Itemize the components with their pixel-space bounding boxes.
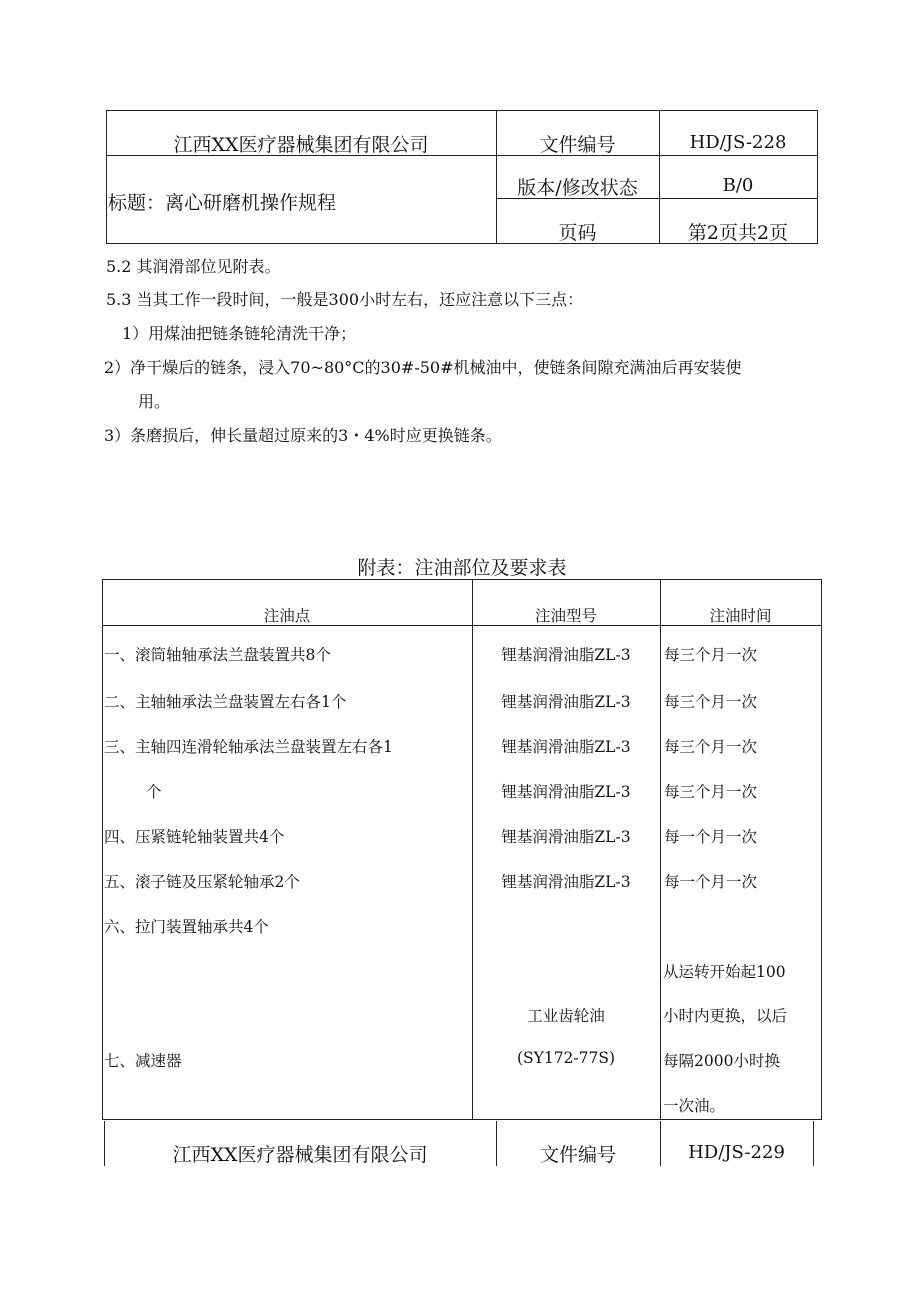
doc-no-label: 文件编号 bbox=[539, 134, 616, 156]
next-doc-no-label: 文件编号 bbox=[539, 1144, 616, 1166]
column-header-point: 注油点 bbox=[263, 607, 311, 625]
page-value: 第2页共2页 bbox=[687, 222, 789, 244]
appendix-border-top bbox=[102, 579, 822, 580]
appendix-title: 附表：注油部位及要求表 bbox=[357, 557, 567, 579]
body-line-item-1: 1）用煤油把链条链轮清洗干净； bbox=[122, 324, 357, 343]
reducer-time-line3: 每隔2000小时换 bbox=[663, 1052, 780, 1070]
reducer-point: 七、减速器 bbox=[104, 1052, 182, 1070]
next-header-border-right bbox=[813, 1121, 814, 1166]
row-point: 二、主轴轴承法兰盘装置左右各1个 bbox=[104, 693, 347, 711]
company-name: 江西XX医疗器械集团有限公司 bbox=[173, 134, 429, 156]
row-type: 锂基润滑油脂ZL-3 bbox=[501, 783, 631, 801]
reducer-type-line2: (SY172-77S) bbox=[516, 1049, 616, 1067]
row-point: 四、压紧链轮轴装置共4个 bbox=[104, 828, 285, 846]
next-company-name: 江西XX医疗器械集团有限公司 bbox=[172, 1144, 428, 1166]
document-title: 标题：离心研磨机操作规程 bbox=[108, 192, 337, 214]
column-header-time: 注油时间 bbox=[709, 607, 772, 625]
body-line-item-3: 3）条磨损后，伸长量超过原来的3・4%时应更换链条。 bbox=[104, 426, 502, 445]
row-time: 每一个月一次 bbox=[664, 828, 758, 846]
header-border-top bbox=[106, 110, 818, 111]
row-point: 三、主轴四连滑轮轴承法兰盘装置左右各1 bbox=[104, 738, 393, 756]
row-type: 锂基润滑油脂ZL-3 bbox=[501, 873, 631, 891]
row-type: 锂基润滑油脂ZL-3 bbox=[501, 646, 631, 664]
column-header-type: 注油型号 bbox=[534, 607, 597, 625]
appendix-border-col2 bbox=[660, 579, 661, 1120]
reducer-time-line2: 小时内更换，以后 bbox=[663, 1007, 788, 1025]
appendix-border-left bbox=[102, 579, 103, 1120]
doc-no-value: HD/JS-228 bbox=[689, 132, 787, 153]
row-type: 锂基润滑油脂ZL-3 bbox=[501, 738, 631, 756]
version-value: B/0 bbox=[722, 175, 754, 196]
row-point: 一、滚筒轴轴承法兰盘装置共8个 bbox=[104, 646, 331, 664]
row-time: 每一个月一次 bbox=[664, 873, 758, 891]
row-point: 个 bbox=[146, 783, 162, 801]
body-line-item-2: 2）净干燥后的链条，浸入70~80°C的30#-50#机械油中，使链条间隙充满油后再安装使 bbox=[104, 358, 742, 377]
appendix-border-right bbox=[821, 579, 822, 1120]
version-label: 版本/修改状态 bbox=[517, 177, 638, 199]
row-point: 六、拉门装置轴承共4个 bbox=[104, 918, 269, 936]
body-line-5-3: 5.3 当其工作一段时间，一般是300小时左右，还应注意以下三点： bbox=[106, 290, 584, 309]
page-label: 页码 bbox=[558, 222, 597, 244]
reducer-type-line1: 工业齿轮油 bbox=[527, 1007, 605, 1025]
appendix-border-bottom bbox=[102, 1119, 822, 1120]
row-type: 锂基润滑油脂ZL-3 bbox=[501, 693, 631, 711]
row-time: 每三个月一次 bbox=[664, 693, 758, 711]
header-border-right bbox=[817, 110, 818, 244]
reducer-time-line4: 一次油。 bbox=[663, 1097, 726, 1115]
body-line-item-2-cont: 用。 bbox=[138, 392, 171, 411]
reducer-time-line1: 从运转开始起100 bbox=[663, 963, 786, 981]
row-time: 每三个月一次 bbox=[664, 646, 758, 664]
body-line-5-2: 5.2 其润滑部位见附表。 bbox=[106, 257, 281, 276]
row-time: 每三个月一次 bbox=[664, 738, 758, 756]
next-doc-no-value: HD/JS-229 bbox=[688, 1142, 785, 1163]
row-time: 每三个月一次 bbox=[664, 783, 758, 801]
row-point: 五、滚子链及压紧轮轴承2个 bbox=[104, 873, 300, 891]
row-type: 锂基润滑油脂ZL-3 bbox=[501, 828, 631, 846]
